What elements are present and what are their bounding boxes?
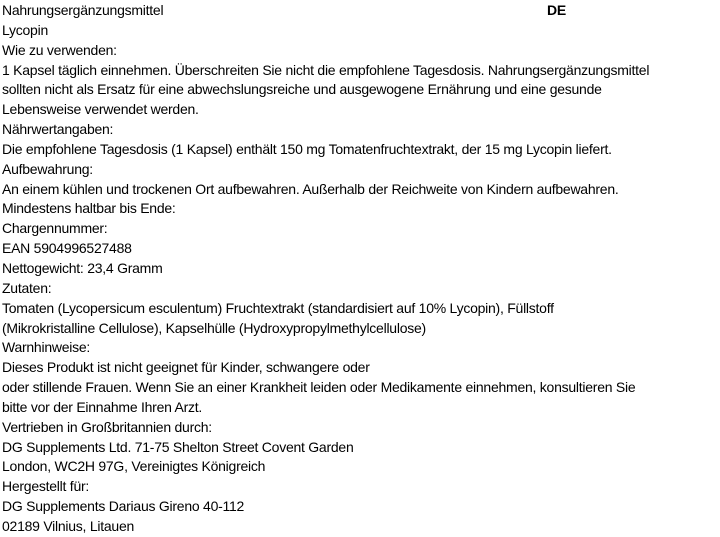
usage-heading: Wie zu verwenden: [2,41,117,58]
warnings-heading: Warnhinweise: [2,339,91,356]
warnings-text-line-3: bitte vor der Einnahme Ihren Arzt. [2,398,203,415]
usage-text-line-3: Lebensweise verwendet werden. [2,101,199,118]
distributor-address-line-2: London, WC2H 97G, Vereinigtes Königreich [2,458,266,475]
language-code-label: DE [547,2,566,18]
warnings-text-line-2: oder stillende Frauen. Wenn Sie an einer Krankheit leiden oder Medikamente einnehmen, konsultieren Sie [2,379,636,396]
storage-heading: Aufbewahrung: [2,160,93,177]
best-before-label: Mindestens haltbar bis Ende: [2,200,176,217]
ingredients-heading: Zutaten: [2,279,52,296]
usage-text-line-1: 1 Kapsel täglich einnehmen. Überschreiten Sie nicht die empfohlene Tagesdosis. Nahrungsergänzungsmittel [2,61,650,78]
distributor-heading: Vertrieben in Großbritannien durch: [2,418,212,435]
ingredients-text-line-1: Tomaten (Lycopersicum esculentum) Fruchtextrakt (standardisiert auf 10% Lycopin), Füllstoff [2,299,554,316]
usage-text-line-2: sollten nicht als Ersatz für eine abwechslungsreiche und ausgewogene Ernährung und eine gesunde [2,81,602,98]
nutrition-heading: Nährwertangaben: [2,121,114,138]
warnings-text-line-1: Dieses Produkt ist nicht geeignet für Kinder, schwangere oder [2,359,370,376]
distributor-address-line-1: DG Supplements Ltd. 71-75 Shelton Street Covent Garden [2,438,354,455]
manufacturer-address-line-1: DG Supplements Dariaus Gireno 40-112 [2,498,245,515]
product-name: Lycopin [2,21,48,38]
ingredients-text-line-2: (Mikrokristalline Cellulose), Kapselhülle (Hydroxypropylmethylcellulose) [2,319,426,336]
manufacturer-address-line-2: 02189 Vilnius, Litauen [2,517,135,534]
storage-text: An einem kühlen und trockenen Ort aufbewahren. Außerhalb der Reichweite von Kindern aufbewahren. [2,180,619,197]
header-line [2,1,720,21]
document-type-label: Nahrungsergänzungsmittel [2,2,164,18]
manufacturer-heading: Hergestellt für: [2,478,90,495]
nutrition-text: Die empfohlene Tagesdosis (1 Kapsel) enthält 150 mg Tomatenfruchtextrakt, der 15 mg Lycopin liefert. [2,140,612,157]
ean-code: EAN 5904996527488 [2,240,132,257]
batch-number-label: Chargennummer: [2,220,108,237]
net-weight: Nettogewicht: 23,4 Gramm [2,259,163,276]
